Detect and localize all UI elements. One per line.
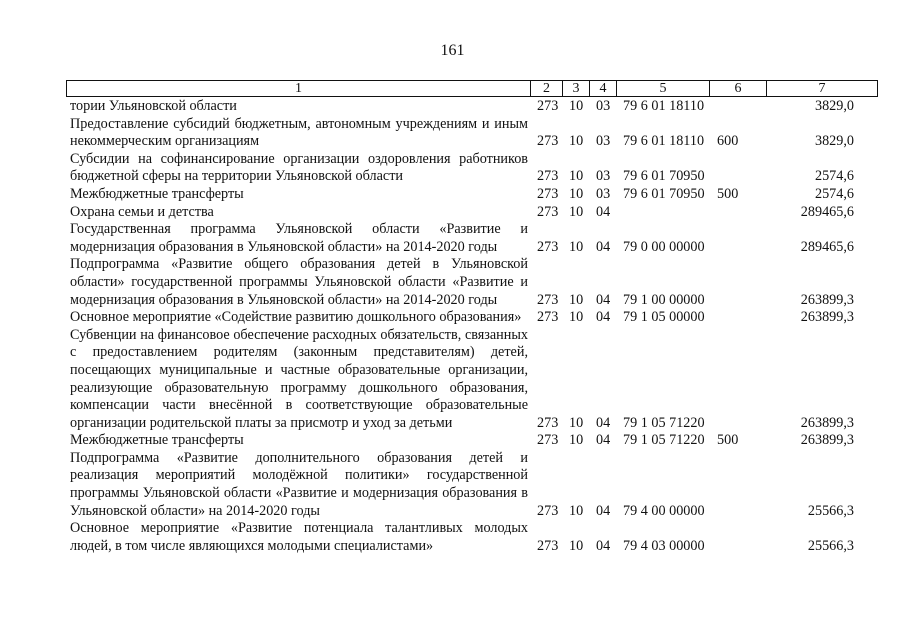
- row-description: Субсидии на софинансирование организации оздоровления работников бюджетной сферы на территории Ульяновской области: [70, 150, 528, 185]
- table-row: [70, 450, 860, 520]
- row-codes: [537, 133, 854, 151]
- row-description: Межбюджетные трансферты: [70, 185, 244, 202]
- target-item-code: 79 6 01 70950: [623, 168, 705, 185]
- target-item-code: 79 1 00 00000: [623, 291, 705, 308]
- row-codes: [537, 415, 854, 433]
- amount: 3829,0: [814, 133, 854, 150]
- subsection-code: 03: [596, 168, 611, 185]
- table-row: [70, 432, 860, 450]
- ministry-code: 273: [537, 291, 559, 308]
- target-item-code: 79 6 01 70950: [623, 185, 705, 202]
- column-header-5: 5: [617, 81, 710, 97]
- column-header-6: 6: [710, 81, 767, 97]
- column-header-4: 4: [590, 81, 617, 97]
- table-row: [70, 116, 860, 151]
- subsection-code: 04: [596, 238, 611, 255]
- amount: 2574,6: [814, 185, 854, 202]
- section-code: 10: [569, 203, 584, 220]
- amount: 3829,0: [814, 98, 854, 114]
- amount: 2574,6: [814, 168, 854, 185]
- expense-type-code: 600: [717, 133, 739, 150]
- target-item-code: 79 4 00 00000: [623, 502, 705, 519]
- row-description: Основное мероприятие «Развитие потенциала талантливых молодых людей, в том числе являющихся молодыми специалистами»: [70, 520, 528, 554]
- row-codes: [537, 309, 854, 327]
- row-description: Государственная программа Ульяновской области «Развитие и модернизация образования в Ульяновской области» на 2014-2020 годы: [70, 221, 528, 255]
- table-row: [70, 256, 860, 309]
- table-row: [70, 186, 860, 204]
- subsection-code: 04: [596, 203, 611, 220]
- target-item-code: 79 6 01 18110: [623, 133, 705, 150]
- subsection-code: 04: [596, 502, 611, 519]
- section-code: 10: [569, 133, 584, 150]
- table-row: [70, 151, 860, 186]
- subsection-code: 04: [596, 537, 611, 554]
- column-header-7: 7: [767, 81, 878, 97]
- table-row: [70, 98, 860, 116]
- amount: 263899,3: [800, 291, 854, 308]
- amount: 289465,6: [800, 203, 854, 220]
- subsection-code: 04: [596, 291, 611, 308]
- target-item-code: 79 1 05 00000: [623, 309, 705, 326]
- target-item-code: 79 1 05 71220: [623, 432, 705, 449]
- subsection-code: 04: [596, 414, 611, 431]
- section-code: 10: [569, 238, 584, 255]
- ministry-code: 273: [537, 432, 559, 449]
- subsection-code: 04: [596, 309, 611, 326]
- target-item-code: 79 0 00 00000: [623, 238, 705, 255]
- amount: 263899,3: [800, 414, 854, 431]
- column-header-table: [66, 80, 878, 97]
- target-item-code: 79 4 03 00000: [623, 537, 705, 554]
- amount: 25566,3: [807, 502, 854, 519]
- row-codes: [537, 503, 854, 521]
- target-item-code: 79 6 01 18110: [623, 98, 705, 114]
- subsection-code: 03: [596, 98, 611, 114]
- subsection-code: 03: [596, 133, 611, 150]
- ministry-code: 273: [537, 98, 559, 114]
- row-description: Подпрограмма «Развитие дополнительного образования детей и реализация мероприятий молодёжной политики» государственной программы Ульяновской области «Развитие и модернизация образования в Ульяновской области» на 2014-2020 годы: [70, 449, 528, 519]
- subsection-code: 04: [596, 432, 611, 449]
- section-code: 10: [569, 502, 584, 519]
- section-code: 10: [569, 291, 584, 308]
- row-codes: [537, 204, 854, 222]
- table-row: [70, 327, 860, 433]
- ministry-code: 273: [537, 168, 559, 185]
- ministry-code: 273: [537, 414, 559, 431]
- section-code: 10: [569, 98, 584, 114]
- row-codes: [537, 538, 854, 556]
- ministry-code: 273: [537, 238, 559, 255]
- row-description: Основное мероприятие «Содействие развитию дошкольного образования»: [70, 309, 522, 326]
- table-row: [70, 221, 860, 256]
- amount: 25566,3: [807, 537, 854, 554]
- subsection-code: 03: [596, 185, 611, 202]
- expense-type-code: 500: [717, 432, 739, 449]
- row-codes: [537, 292, 854, 310]
- ministry-code: 273: [537, 185, 559, 202]
- table-row: [70, 520, 860, 555]
- column-header-2: 2: [531, 81, 563, 97]
- row-description: Охрана семьи и детства: [70, 203, 214, 220]
- row-codes: [537, 239, 854, 257]
- amount: 289465,6: [800, 238, 854, 255]
- ministry-code: 273: [537, 502, 559, 519]
- row-description: Предоставление субсидий бюджетным, автономным учреждениям и иным некоммерческим организациям: [70, 115, 528, 150]
- ministry-code: 273: [537, 309, 559, 326]
- section-code: 10: [569, 309, 584, 326]
- target-item-code: 79 1 05 71220: [623, 414, 705, 431]
- section-code: 10: [569, 185, 584, 202]
- budget-rows: [70, 98, 860, 555]
- amount: 263899,3: [800, 432, 854, 449]
- row-codes: [537, 186, 854, 204]
- row-codes: [537, 432, 854, 450]
- row-codes: [537, 98, 854, 116]
- page-number: 161: [440, 42, 465, 59]
- row-description: Субвенции на финансовое обеспечение расходных обязательств, связанных с предоставлением родителям (законным представителям) детей, посещающих муниципальные и частные образовательные организации, реализующие образовательную программу дошкольного образования, компенсации части внесённой в соответствующие образовательные организации родительской платы за присмотр и уход за детьми: [70, 326, 528, 431]
- row-description: Межбюджетные трансферты: [70, 432, 244, 449]
- table-row: [70, 204, 860, 222]
- section-code: 10: [569, 537, 584, 554]
- ministry-code: 273: [537, 203, 559, 220]
- ministry-code: 273: [537, 133, 559, 150]
- section-code: 10: [569, 168, 584, 185]
- amount: 263899,3: [800, 309, 854, 326]
- section-code: 10: [569, 414, 584, 431]
- row-description: тории Ульяновской области: [70, 98, 237, 114]
- column-header-1: 1: [67, 81, 531, 97]
- ministry-code: 273: [537, 537, 559, 554]
- table-row: [70, 309, 860, 327]
- row-description: Подпрограмма «Развитие общего образования детей в Ульяновской области» государственной программы Ульяновской области «Развитие и модернизация образования в Ульяновской области» на 2014-2020 годы: [70, 256, 528, 308]
- section-code: 10: [569, 432, 584, 449]
- expense-type-code: 500: [717, 185, 739, 202]
- column-header-3: 3: [563, 81, 590, 97]
- row-codes: [537, 168, 854, 186]
